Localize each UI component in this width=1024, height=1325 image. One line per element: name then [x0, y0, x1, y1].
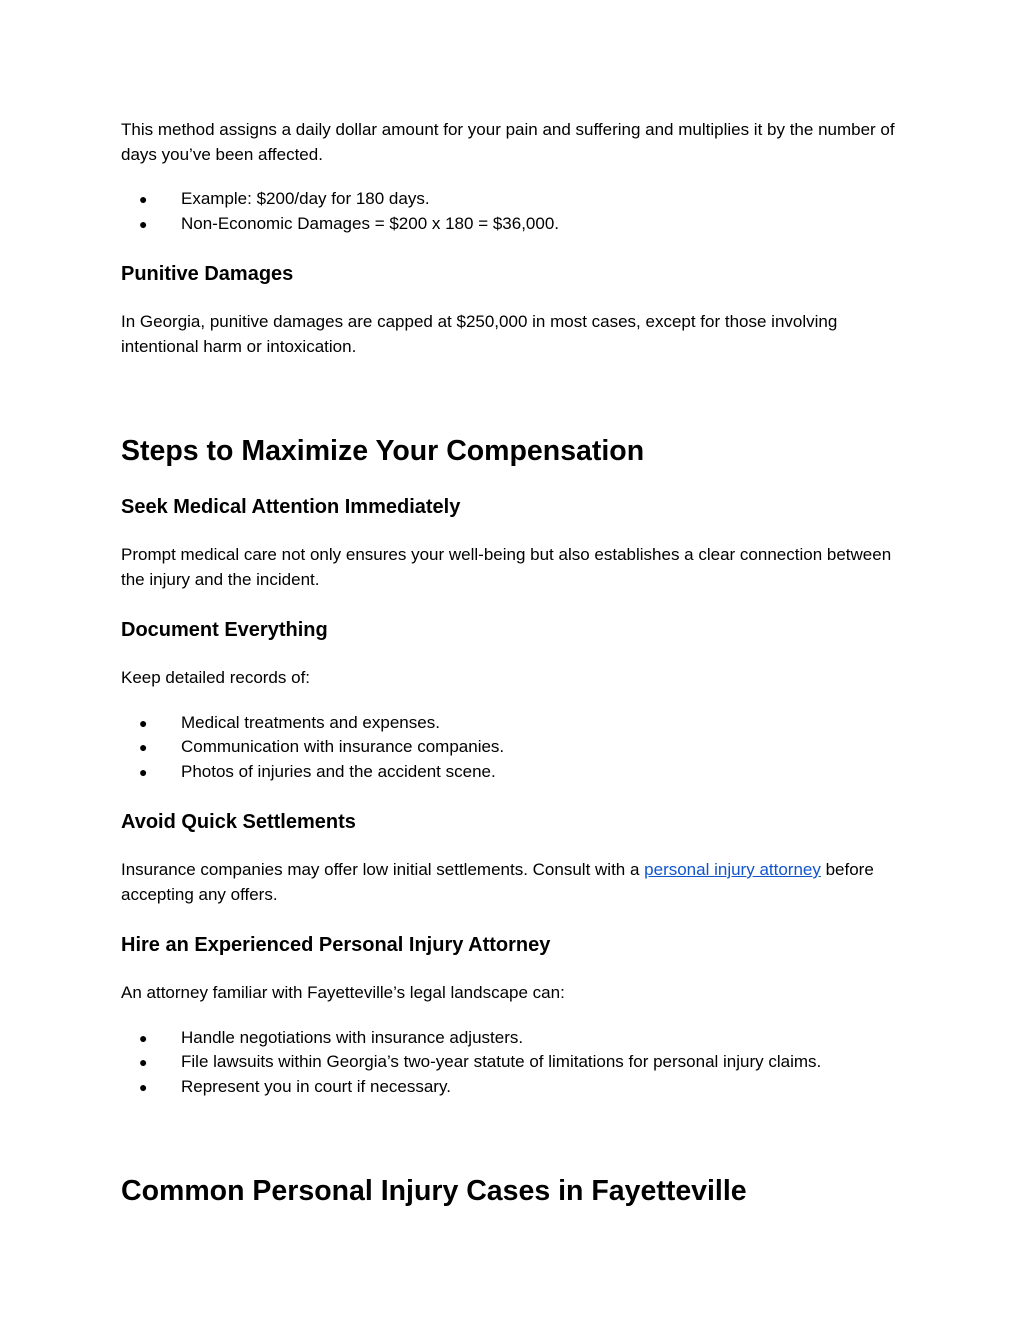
bullet-icon: ● [139, 714, 148, 731]
bullet-icon: ● [139, 1054, 148, 1070]
list-item: ● Communication with insurance companies. [121, 735, 911, 760]
bullet-icon: ● [139, 1078, 148, 1095]
steps-heading: Steps to Maximize Your Compensation [121, 435, 645, 467]
hire-heading: Hire an Experienced Personal Injury Attorney [121, 934, 551, 956]
bullet-icon: ● [139, 215, 148, 232]
list-item: ● Photos of injuries and the accident scene. [121, 760, 911, 785]
document-heading: Document Everything [121, 619, 328, 641]
list-item: ● Handle negotiations with insurance adjusters. [121, 1026, 911, 1051]
document-content [121, 118, 911, 1209]
list-item: ● Medical treatments and expenses. [121, 711, 911, 736]
hire-list [121, 1026, 911, 1100]
medical-heading: Seek Medical Attention Immediately [121, 496, 461, 518]
punitive-heading: Punitive Damages [121, 263, 294, 285]
medical-text: Prompt medical care not only ensures your well-being but also establishes a clear connection between the injury and the incident. [121, 545, 892, 589]
document-list [121, 711, 911, 785]
intro-list [121, 187, 911, 236]
avoid-text: Insurance companies may offer low initial settlements. Consult with a personal injury attorney before accepting any offers. [121, 860, 874, 904]
bullet-icon: ● [139, 763, 148, 780]
list-item: ● Non-Economic Damages = $200 x 180 = $36,000. [121, 212, 911, 237]
punitive-text: In Georgia, punitive damages are capped at $250,000 in most cases, except for those involving intentional harm or intoxication. [121, 312, 838, 356]
bullet-icon: ● [139, 191, 148, 207]
list-item: ● File lawsuits within Georgia’s two-year statute of limitations for personal injury claims. [121, 1050, 911, 1075]
list-item: ● Example: $200/day for 180 days. [121, 187, 911, 212]
list-item: ● Represent you in court if necessary. [121, 1075, 911, 1100]
common-cases-heading: Common Personal Injury Cases in Fayetteville [121, 1175, 747, 1207]
avoid-heading: Avoid Quick Settlements [121, 811, 356, 833]
bullet-icon: ● [139, 1029, 148, 1046]
document-text: Keep detailed records of: [121, 668, 311, 687]
bullet-icon: ● [139, 739, 148, 755]
intro-paragraph: This method assigns a daily dollar amount for your pain and suffering and multiplies it by the number of days you’ve been affected. [121, 120, 895, 164]
hire-text: An attorney familiar with Fayetteville’s legal landscape can: [121, 983, 565, 1002]
personal-injury-attorney-link[interactable]: personal injury attorney [644, 860, 821, 879]
